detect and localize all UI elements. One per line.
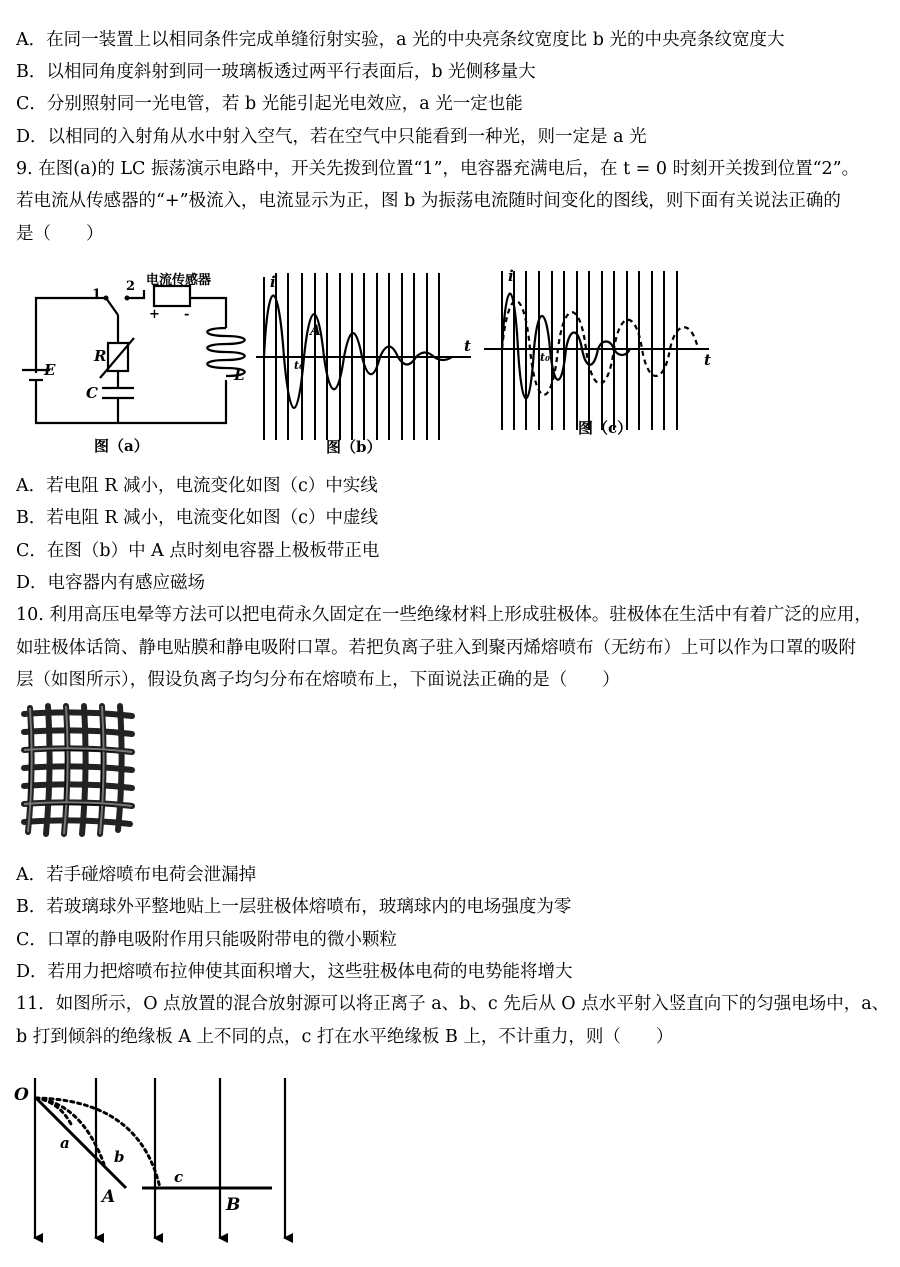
fig-c-t-label: t xyxy=(704,351,711,369)
q8-option-c: C．分别照射同一光电管，若 b 光能引起光电效应，a 光一定也能 xyxy=(16,94,523,114)
fig-b-point-a: A xyxy=(310,323,321,339)
q11-fig-a: a xyxy=(60,1134,70,1152)
q10-option-c: C．口罩的静电吸附作用只能吸附带电的微小颗粒 xyxy=(16,930,397,950)
q10-option-a: A．若手碰熔喷布电荷会泄漏掉 xyxy=(16,865,257,885)
figure-c-current-graph xyxy=(484,265,719,445)
fig-b-t-label: t xyxy=(464,337,471,355)
fig-a-E: E xyxy=(44,361,56,379)
q11-fig-O: O xyxy=(14,1085,29,1105)
figure-b-current-graph xyxy=(256,265,486,460)
meltblown-fabric-image xyxy=(20,700,140,840)
q8-option-d: D．以相同的入射角从水中射入空气，若在空气中只能看到一种光，则一定是 a 光 xyxy=(16,127,647,147)
figure-a-lc-circuit xyxy=(14,268,254,458)
q11-fig-c: c xyxy=(174,1168,184,1186)
fig-c-i-label: i xyxy=(508,267,514,285)
fig-a-L: L xyxy=(234,366,245,384)
fig-a-caption: 图（a） xyxy=(94,437,149,455)
q10-stem-line2: 如驻极体话筒、静电贴膜和静电吸附口罩。若把负离子驻入到聚丙烯熔喷布（无纺布）上可以作为口罩的吸附 xyxy=(16,638,856,658)
q8-option-b: B．以相同角度斜射到同一玻璃板透过两平行表面后，b 光侧移量大 xyxy=(16,62,536,82)
q11-fig-B: B xyxy=(226,1195,241,1215)
q10-stem-line1: 10. 利用高压电晕等方法可以把电荷永久固定在一些绝缘材料上形成驻极体。驻极体在生活中有着广泛的应用， xyxy=(16,605,872,625)
q11-fig-A: A xyxy=(102,1187,116,1207)
q8-option-a: A．在同一装置上以相同条件完成单缝衍射实验，a 光的中央亮条纹宽度比 b 光的中央亮条纹宽度大 xyxy=(16,30,785,50)
q10-option-d: D．若用力把熔喷布拉伸使其面积增大，这些驻极体电荷的电势能将增大 xyxy=(16,962,573,982)
q9-stem-line2: 若电流从传感器的“+”极流入，电流显示为正，图 b 为振荡电流随时间变化的图线，则下面有关说法正确的 xyxy=(16,191,841,211)
fig-a-C: C xyxy=(86,384,98,402)
fig-a-pos2: 2 xyxy=(126,279,136,294)
fig-b-i-label: i xyxy=(270,273,276,291)
fig-a-R: R xyxy=(94,347,107,365)
fig-a-pos1: 1 xyxy=(92,287,102,302)
fig-b-t0: t₀ xyxy=(294,359,304,372)
q9-stem-line1: 9. 在图(a)的 LC 振荡演示电路中，开关先拨到位置“1”，电容器充满电后，在 t = 0 时刻开关拨到位置“2”。 xyxy=(16,159,860,179)
q11-stem-line1: 11．如图所示，O 点放置的混合放射源可以将正离子 a、b、c 先后从 O 点水平射入竖直向下的匀强电场中，a、 xyxy=(16,994,890,1014)
q9-option-b: B．若电阻 R 减小，电流变化如图（c）中虚线 xyxy=(16,508,378,528)
q11-fig-b: b xyxy=(114,1148,125,1166)
fig-c-caption: 图（c） xyxy=(578,419,633,437)
q9-option-c: C．在图（b）中 A 点时刻电容器上极板带正电 xyxy=(16,541,380,561)
q9-option-d: D．电容器内有感应磁场 xyxy=(16,573,206,593)
q10-option-b: B．若玻璃球外平整地贴上一层驻极体熔喷布，玻璃球内的电场强度为零 xyxy=(16,897,572,917)
fig-a-sensor-label: 电流传感器 xyxy=(146,273,212,288)
q9-option-a: A．若电阻 R 减小，电流变化如图（c）中实线 xyxy=(16,476,378,496)
fig-b-caption: 图（b） xyxy=(326,438,382,456)
fig-a-plus: + xyxy=(149,307,160,322)
fig-a-minus: - xyxy=(184,307,190,322)
figure-q11-electric-field xyxy=(10,1070,310,1250)
fig-c-t0: t₀ xyxy=(540,351,550,364)
q11-stem-line2: b 打到倾斜的绝缘板 A 上不同的点，c 打在水平绝缘板 B 上，不计重力，则（ ） xyxy=(16,1027,674,1047)
q10-stem-line3: 层（如图所示），假设负离子均匀分布在熔喷布上，下面说法正确的是（ ） xyxy=(16,670,620,690)
q9-stem-line3: 是（ ） xyxy=(16,224,104,244)
